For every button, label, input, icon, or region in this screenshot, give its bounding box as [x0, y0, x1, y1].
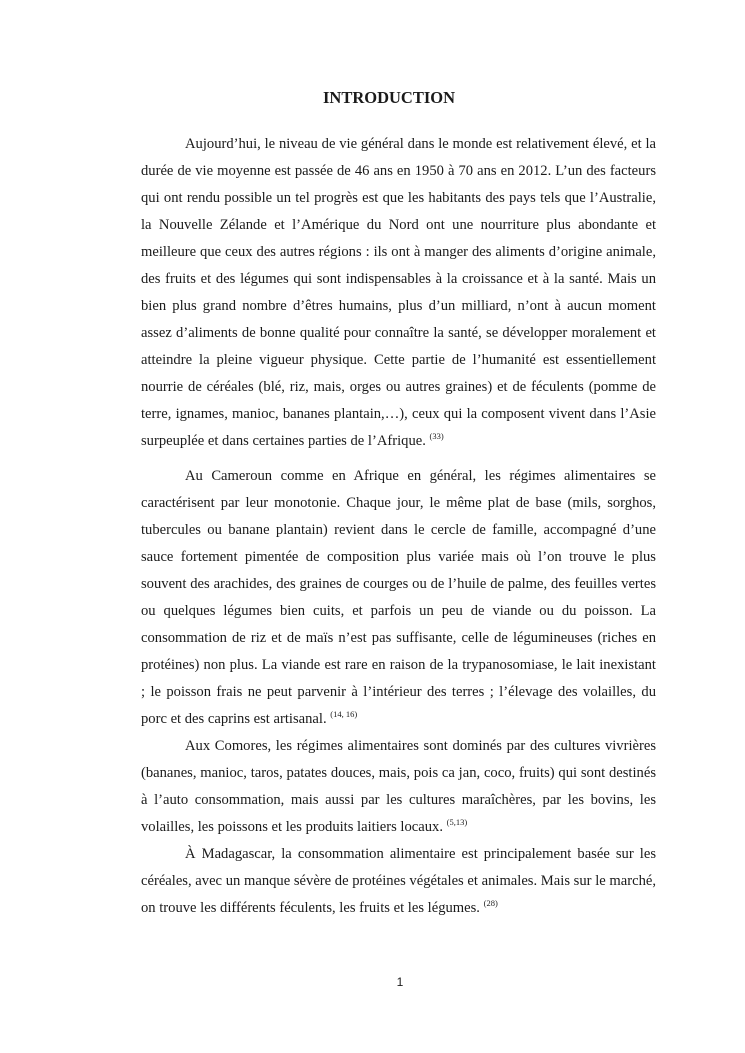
paragraph-text: À Madagascar, la consommation alimentaire est principalement basée sur les céréales, avec un manque sévère de protéines végétales et animales. Mais sur le marché, on trouve les différents féculents, les fruits et les légumes.	[141, 846, 656, 916]
citation-ref: (33)	[429, 431, 444, 441]
paragraph-text: Aujourd’hui, le niveau de vie général dans le monde est relativement élevé, et la durée de vie moyenne est passée de 46 ans en 1950 à 70 ans en 2012. L’un des facteurs qui ont rendu possible un tel progrès est que les habitants des pays tels que l’Australie, la Nouvelle Zélande et l’Amérique du Nord ont une nourriture plus abondante et meilleure que ceux des autres régions : ils ont à manger des aliments d’origine animale, des fruits et des légumes qui sont indispensables à la croissance et à la santé. Mais un bien plus grand nombre d’êtres humains, plus d’un milliard, n’ont à aucun moment assez d’aliments de bonne qualité pour connaître la santé, se développer moralement et atteindre la pleine vigueur physique. Cette partie de l’humanité est essentiellement nourrie de céréales (blé, riz, mais, orges ou autres graines) et de féculents (pomme de terre, ignames, manioc, bananes plantain,…), ceux qui la composent vivent dans l’Asie surpeuplée et dans certaines parties de l’Afrique.	[141, 136, 656, 449]
page-title: INTRODUCTION	[322, 88, 456, 107]
citation-ref: (5,13)	[446, 817, 468, 827]
paragraph-1	[141, 131, 656, 455]
paragraph-text: Aux Comores, les régimes alimentaires sont dominés par des cultures vivrières (bananes, manioc, taros, patates douces, mais, pois ca jan, coco, fruits) qui sont destinés à l’auto consommation, mais aussi par les cultures maraîchères, par les bovins, les volailles, les poissons et les produits laitiers locaux.	[141, 738, 656, 835]
paragraph-3	[141, 733, 656, 841]
paragraph-4	[141, 841, 656, 922]
citation-ref: (28)	[483, 898, 498, 908]
page-number: 1	[396, 975, 404, 989]
paragraph-2	[141, 463, 656, 733]
citation-ref: (14, 16)	[330, 709, 358, 719]
body-text	[141, 131, 656, 922]
paragraph-text: Au Cameroun comme en Afrique en général, les régimes alimentaires se caractérisent par leur monotonie. Chaque jour, le même plat de base (mils, sorghos, tubercules ou banane plantain) revient dans le cercle de famille, accompagné d’une sauce fortement pimentée de composition plus variée mais où l’on trouve le plus souvent des arachides, des graines de courges ou de l’huile de palme, des feuilles vertes ou quelques légumes bien cuits, et parfois un peu de viande ou du poisson. La consommation de riz et de maïs n’est pas suffisante, celle de légumineuses (riches en protéines) non plus. La viande est rare en raison de la trypanosomiase, le lait inexistant ; le poisson frais ne peut parvenir à l’intérieur des terres ; l’élevage des volailles, du porc et des caprins est artisanal.	[141, 468, 656, 727]
